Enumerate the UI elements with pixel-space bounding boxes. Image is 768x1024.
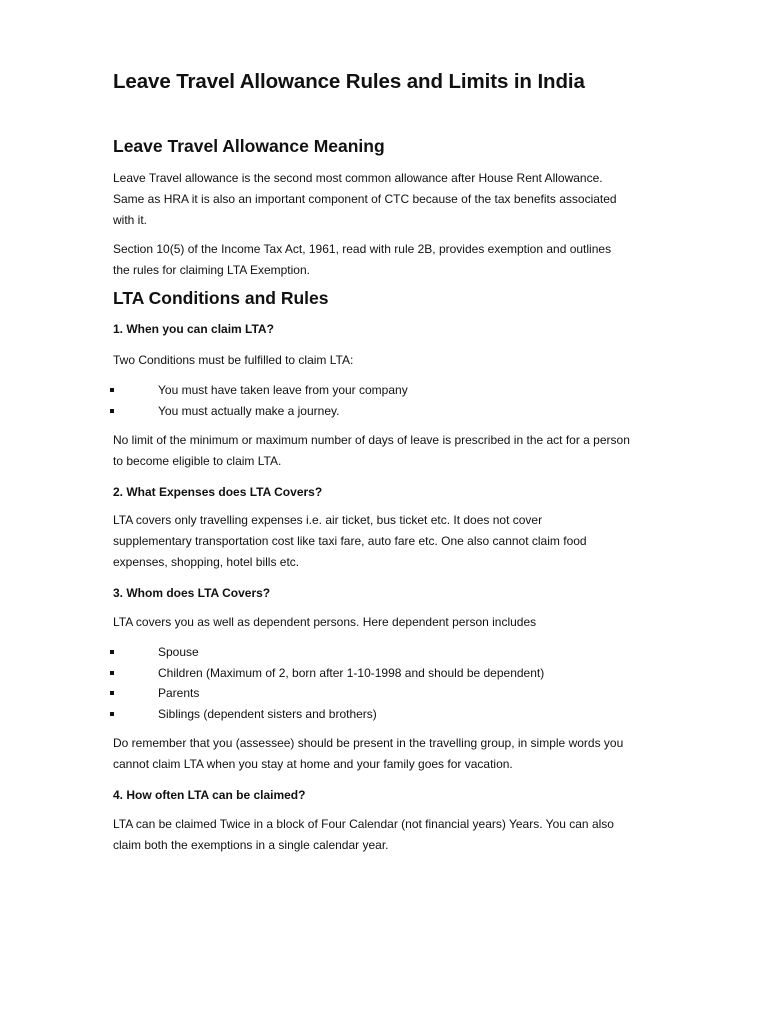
text-line: LTA can be claimed Twice in a block of Four Calendar (not financial years) Years. You can also xyxy=(113,817,614,831)
list-item-text: Siblings (dependent sisters and brothers) xyxy=(158,706,377,721)
text-line: Do remember that you (assessee) should be present in the travelling group, in simple words you xyxy=(113,736,624,750)
text-line: Two Conditions must be fulfilled to claim LTA: xyxy=(113,353,354,367)
text-line: the rules for claiming LTA Exemption. xyxy=(113,263,310,277)
list-item xyxy=(113,683,544,704)
meaning-paragraph-2 xyxy=(113,239,658,281)
document-title: Leave Travel Allowance Rules and Limits in India xyxy=(113,70,585,93)
bullet-icon xyxy=(110,650,114,654)
q2-paragraph xyxy=(113,510,658,573)
text-line: expenses, shopping, hotel bills etc. xyxy=(113,555,300,569)
q1-paragraph xyxy=(113,430,658,472)
text-line: Same as HRA it is also an important component of CTC because of the tax benefits associated xyxy=(113,192,617,206)
q3-bullet-list xyxy=(113,642,544,724)
list-item-text: You must actually make a journey. xyxy=(158,403,340,418)
text-line: with it. xyxy=(113,213,148,227)
q3-intro xyxy=(113,612,658,633)
q4-paragraph xyxy=(113,814,658,856)
list-item xyxy=(113,642,544,663)
bullet-icon xyxy=(110,671,114,675)
list-item-text: Parents xyxy=(158,686,200,700)
text-line: LTA covers only travelling expenses i.e. air ticket, bus ticket etc. It does not cover xyxy=(113,513,543,527)
bullet-icon xyxy=(110,691,114,695)
question-heading-1: 1. When you can claim LTA? xyxy=(113,322,274,336)
text-line: claim both the exemptions in a single calendar year. xyxy=(113,838,389,852)
section-heading-meaning: Leave Travel Allowance Meaning xyxy=(113,136,385,156)
list-item xyxy=(113,704,544,725)
text-line: supplementary transportation cost like taxi fare, auto fare etc. One also cannot claim food xyxy=(113,534,587,548)
text-line: LTA covers you as well as dependent persons. Here dependent person includes xyxy=(113,615,537,629)
list-item-text: Children (Maximum of 2, born after 1-10-1998 and should be dependent) xyxy=(158,665,545,680)
list-item-text: Spouse xyxy=(158,645,199,659)
q3-paragraph xyxy=(113,733,658,775)
question-heading-4: 4. How often LTA can be claimed? xyxy=(113,788,306,802)
q1-bullet-list xyxy=(113,380,408,421)
q1-intro xyxy=(113,350,658,371)
text-line: Section 10(5) of the Income Tax Act, 1961, read with rule 2B, provides exemption and outlines xyxy=(113,242,612,256)
bullet-icon xyxy=(110,712,114,716)
text-line: cannot claim LTA when you stay at home and your family goes for vacation. xyxy=(113,757,513,771)
text-line: Leave Travel allowance is the second most common allowance after House Rent Allowance. xyxy=(113,171,603,185)
text-line: No limit of the minimum or maximum number of days of leave is prescribed in the act for a person xyxy=(113,433,630,447)
bullet-icon xyxy=(110,409,114,413)
list-item xyxy=(113,401,408,422)
question-heading-3: 3. Whom does LTA Covers? xyxy=(113,586,271,600)
bullet-icon xyxy=(110,388,114,392)
list-item xyxy=(113,663,544,684)
list-item xyxy=(113,380,408,401)
list-item-text: You must have taken leave from your company xyxy=(158,383,408,397)
section-heading-rules: LTA Conditions and Rules xyxy=(113,288,329,308)
text-line: to become eligible to claim LTA. xyxy=(113,454,282,468)
meaning-paragraph-1 xyxy=(113,168,658,231)
question-heading-2: 2. What Expenses does LTA Covers? xyxy=(113,485,323,499)
